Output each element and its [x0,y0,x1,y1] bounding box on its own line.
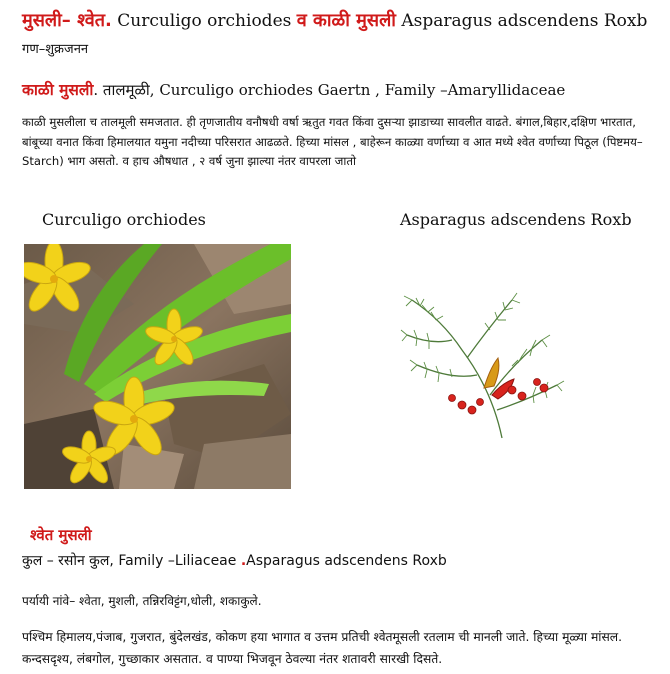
plant-sketch [392,270,572,445]
shweta-musli-heading: श्वेत मुसली [30,526,92,544]
kali-musli-details: . तालमूळी, Curculigo orchiodes Gaertn , Family –Amaryllidaceae [93,81,566,99]
page-title [22,8,647,32]
caption-asparagus: Asparagus adscendens Roxb [400,210,632,229]
title-kali-musli: व काळी मुसली [296,10,396,31]
title-asparagus: Asparagus adscendens Roxb [395,11,648,31]
kul-line [22,551,447,570]
title-curculigo: Curculigo orchiodes [111,11,297,31]
title-musli-shweta: मुसली– श्वेत. [22,10,112,31]
kul-species: Asparagus adscendens Roxb [246,553,447,569]
caption-curculigo: Curculigo orchiodes [42,210,206,229]
kul-separator: . [240,553,247,569]
synonyms-line: पर्यायी नांवे– श्वेता, मुशली, तन्निरविट्टंग,धोली, शकाकुले. [22,594,262,608]
kali-musli-paragraph: काळी मुसलीला च तालमूली समजतात. ही तृणजातीय वनौषधी वर्षा ऋतुत गवत किंवा दुसऱ्या झाडाच्या सावलीत वाढते. बंगाल,बिहार,दक्षिण भारतात, बांबूच्या वनात किंवा हिमालयात यमुना नदीच्या परिसरात आढळते. हिच्या मांसल , बाहेरून काळ्या वर्णाच्या व आत मध्ये श्वेत वर्णाच्या पिठूल (पिष्टमय–Starch) भाग असतो. व हाच औषधात , २ वर्ष जुना झाल्या नंतर वापरला जातो [22,115,643,168]
gana-line: गण–शुक्रजनन [22,42,89,57]
flower-photo [24,244,291,489]
kali-musli-heading [22,78,565,100]
kul-family: कुल – रसोन कुल, Family –Liliaceae [22,553,241,569]
shweta-musli-paragraph: पश्चिम हिमालय,पंजाब, गुजरात, बुंदेलखंड, कोकण हया भागात व उत्तम प्रतिची श्वेतमूसली रतलाम ची मानली जाते. हिच्या मूळ्या मांसल. कन्दसदृश्य, लंबगोल, गुच्छाकार असतात. व पाण्या भिजवून ठेवल्या नंतर शतावरी सारखी दिसते. [22,630,623,666]
kali-musli-label: काळी मुसली [22,81,94,99]
